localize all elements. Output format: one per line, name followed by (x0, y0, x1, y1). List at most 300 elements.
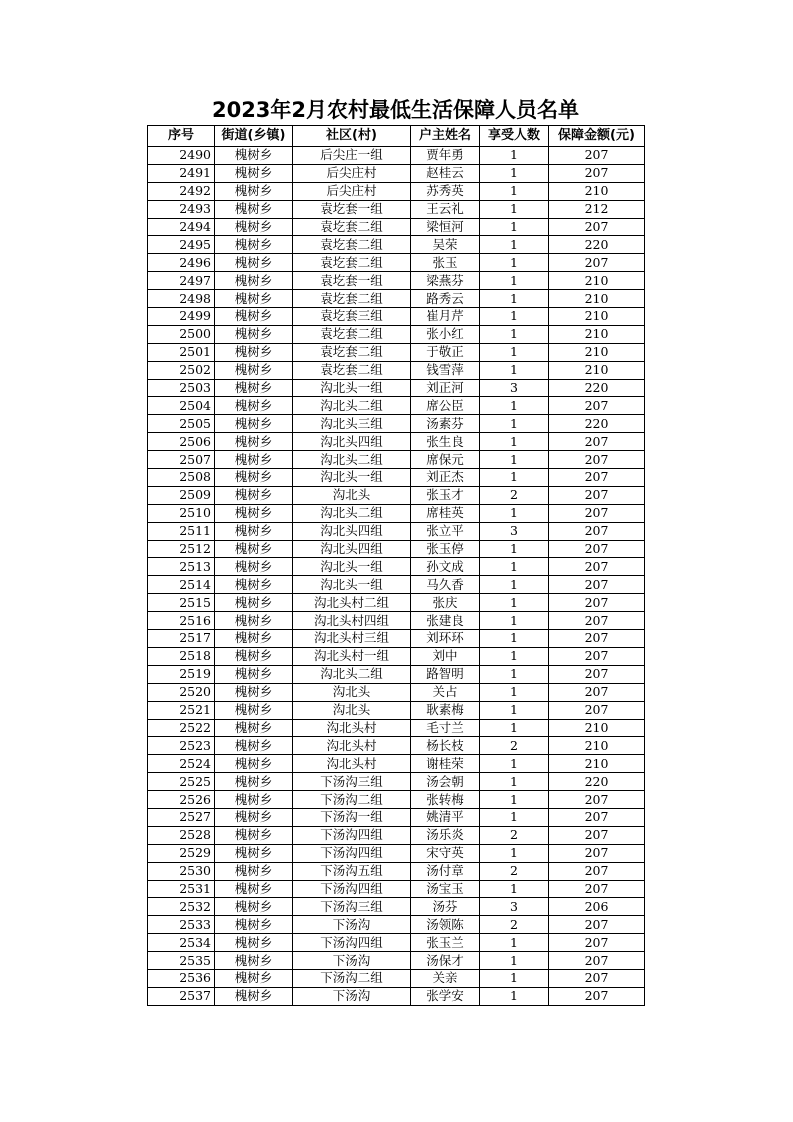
cell-serial: 2509 (148, 486, 215, 504)
cell-amount: 210 (549, 737, 645, 755)
cell-community: 沟北头村三组 (293, 630, 411, 648)
cell-community: 后尖庄村 (293, 164, 411, 182)
cell-householder: 席保元 (411, 451, 480, 469)
cell-community: 沟北头三组 (293, 415, 411, 433)
cell-amount: 207 (549, 451, 645, 469)
table-row (148, 361, 645, 379)
cell-persons: 1 (480, 415, 549, 433)
cell-persons: 1 (480, 647, 549, 665)
cell-community: 沟北头村四组 (293, 612, 411, 630)
cell-community: 沟北头 (293, 486, 411, 504)
table-row (148, 164, 645, 182)
cell-street: 槐树乡 (215, 540, 293, 558)
cell-amount: 207 (549, 934, 645, 952)
cell-serial: 2521 (148, 701, 215, 719)
cell-community: 后尖庄村 (293, 182, 411, 200)
table-row (148, 612, 645, 630)
cell-community: 袁圪套一组 (293, 272, 411, 290)
cell-amount: 207 (549, 504, 645, 522)
cell-persons: 1 (480, 343, 549, 361)
cell-community: 沟北头村二组 (293, 594, 411, 612)
cell-serial: 2518 (148, 647, 215, 665)
cell-street: 槐树乡 (215, 773, 293, 791)
cell-serial: 2503 (148, 379, 215, 397)
cell-householder: 张生良 (411, 433, 480, 451)
cell-serial: 2535 (148, 952, 215, 970)
cell-persons: 3 (480, 522, 549, 540)
cell-persons: 1 (480, 182, 549, 200)
cell-householder: 汤素芬 (411, 415, 480, 433)
cell-householder: 张学安 (411, 987, 480, 1005)
table-row (148, 916, 645, 934)
cell-street: 槐树乡 (215, 486, 293, 504)
cell-serial: 2496 (148, 254, 215, 272)
cell-householder: 苏秀英 (411, 182, 480, 200)
cell-community: 下汤沟四组 (293, 880, 411, 898)
cell-serial: 2512 (148, 540, 215, 558)
cell-serial: 2515 (148, 594, 215, 612)
cell-community: 沟北头村 (293, 719, 411, 737)
cell-community: 沟北头村 (293, 755, 411, 773)
cell-street: 槐树乡 (215, 433, 293, 451)
cell-street: 槐树乡 (215, 308, 293, 326)
cell-amount: 207 (549, 916, 645, 934)
cell-serial: 2520 (148, 683, 215, 701)
cell-street: 槐树乡 (215, 880, 293, 898)
cell-householder: 席桂英 (411, 504, 480, 522)
cell-community: 沟北头四组 (293, 522, 411, 540)
cell-community: 袁圪套二组 (293, 218, 411, 236)
cell-community: 沟北头村 (293, 737, 411, 755)
cell-householder: 路智明 (411, 665, 480, 683)
cell-householder: 刘正杰 (411, 469, 480, 487)
cell-street: 槐树乡 (215, 630, 293, 648)
cell-persons: 1 (480, 147, 549, 165)
cell-street: 槐树乡 (215, 415, 293, 433)
cell-serial: 2507 (148, 451, 215, 469)
table-row (148, 504, 645, 522)
header-amount: 保障金额(元) (549, 126, 645, 147)
cell-street: 槐树乡 (215, 719, 293, 737)
cell-amount: 210 (549, 325, 645, 343)
cell-householder: 汤付章 (411, 862, 480, 880)
cell-street: 槐树乡 (215, 916, 293, 934)
table-row (148, 898, 645, 916)
cell-street: 槐树乡 (215, 826, 293, 844)
cell-street: 槐树乡 (215, 451, 293, 469)
cell-street: 槐树乡 (215, 987, 293, 1005)
cell-persons: 3 (480, 379, 549, 397)
cell-community: 沟北头 (293, 683, 411, 701)
cell-householder: 张转梅 (411, 791, 480, 809)
cell-community: 沟北头二组 (293, 397, 411, 415)
cell-street: 槐树乡 (215, 737, 293, 755)
cell-community: 下汤沟 (293, 952, 411, 970)
cell-persons: 1 (480, 808, 549, 826)
cell-amount: 210 (549, 182, 645, 200)
cell-street: 槐树乡 (215, 791, 293, 809)
cell-serial: 2506 (148, 433, 215, 451)
table-row (148, 665, 645, 683)
cell-amount: 210 (549, 343, 645, 361)
header-persons: 享受人数 (480, 126, 549, 147)
cell-serial: 2531 (148, 880, 215, 898)
cell-community: 沟北头四组 (293, 540, 411, 558)
cell-amount: 220 (549, 379, 645, 397)
cell-serial: 2505 (148, 415, 215, 433)
table-row (148, 451, 645, 469)
cell-street: 槐树乡 (215, 182, 293, 200)
cell-householder: 汤宝玉 (411, 880, 480, 898)
cell-street: 槐树乡 (215, 361, 293, 379)
cell-persons: 1 (480, 325, 549, 343)
cell-amount: 212 (549, 200, 645, 218)
cell-householder: 张建良 (411, 612, 480, 630)
cell-community: 沟北头一组 (293, 379, 411, 397)
cell-persons: 1 (480, 218, 549, 236)
cell-serial: 2526 (148, 791, 215, 809)
cell-persons: 1 (480, 540, 549, 558)
cell-community: 沟北头二组 (293, 665, 411, 683)
cell-amount: 207 (549, 433, 645, 451)
cell-persons: 1 (480, 952, 549, 970)
cell-serial: 2493 (148, 200, 215, 218)
cell-serial: 2495 (148, 236, 215, 254)
table-row (148, 791, 645, 809)
cell-householder: 汤会朝 (411, 773, 480, 791)
cell-amount: 207 (549, 576, 645, 594)
cell-persons: 3 (480, 898, 549, 916)
cell-persons: 1 (480, 504, 549, 522)
cell-serial: 2514 (148, 576, 215, 594)
cell-serial: 2533 (148, 916, 215, 934)
cell-community: 下汤沟 (293, 916, 411, 934)
table-row (148, 737, 645, 755)
cell-persons: 1 (480, 987, 549, 1005)
cell-householder: 毛寸兰 (411, 719, 480, 737)
page-title: 2023年2月农村最低生活保障人员名单 (211, 98, 580, 122)
cell-community: 袁圪套二组 (293, 343, 411, 361)
cell-community: 下汤沟四组 (293, 934, 411, 952)
cell-street: 槐树乡 (215, 254, 293, 272)
header-serial: 序号 (148, 126, 215, 147)
cell-persons: 1 (480, 236, 549, 254)
cell-serial: 2532 (148, 898, 215, 916)
cell-amount: 207 (549, 540, 645, 558)
cell-amount: 210 (549, 719, 645, 737)
cell-householder: 姚清平 (411, 808, 480, 826)
cell-amount: 210 (549, 290, 645, 308)
cell-street: 槐树乡 (215, 147, 293, 165)
table-row (148, 647, 645, 665)
cell-serial: 2499 (148, 308, 215, 326)
cell-amount: 207 (549, 969, 645, 987)
cell-street: 槐树乡 (215, 683, 293, 701)
cell-community: 沟北头二组 (293, 504, 411, 522)
cell-serial: 2492 (148, 182, 215, 200)
cell-serial: 2490 (148, 147, 215, 165)
cell-amount: 207 (549, 647, 645, 665)
cell-persons: 1 (480, 290, 549, 308)
cell-householder: 谢桂荣 (411, 755, 480, 773)
cell-persons: 1 (480, 594, 549, 612)
cell-amount: 220 (549, 773, 645, 791)
cell-street: 槐树乡 (215, 325, 293, 343)
cell-amount: 207 (549, 862, 645, 880)
cell-householder: 刘正河 (411, 379, 480, 397)
table-body (148, 147, 645, 1006)
cell-amount: 207 (549, 630, 645, 648)
cell-amount: 207 (549, 486, 645, 504)
table-row (148, 415, 645, 433)
cell-serial: 2494 (148, 218, 215, 236)
cell-serial: 2516 (148, 612, 215, 630)
cell-street: 槐树乡 (215, 862, 293, 880)
cell-community: 沟北头二组 (293, 451, 411, 469)
table-row (148, 147, 645, 165)
cell-householder: 刘中 (411, 647, 480, 665)
table-row (148, 773, 645, 791)
cell-persons: 1 (480, 254, 549, 272)
cell-community: 袁圪套三组 (293, 308, 411, 326)
cell-householder: 马久香 (411, 576, 480, 594)
cell-serial: 2536 (148, 969, 215, 987)
cell-amount: 210 (549, 361, 645, 379)
cell-community: 下汤沟二组 (293, 791, 411, 809)
cell-persons: 2 (480, 486, 549, 504)
cell-amount: 207 (549, 147, 645, 165)
cell-householder: 刘环环 (411, 630, 480, 648)
table-row (148, 182, 645, 200)
cell-street: 槐树乡 (215, 343, 293, 361)
cell-householder: 汤领陈 (411, 916, 480, 934)
cell-persons: 2 (480, 737, 549, 755)
cell-street: 槐树乡 (215, 808, 293, 826)
cell-serial: 2498 (148, 290, 215, 308)
table-row (148, 486, 645, 504)
cell-community: 袁圪套二组 (293, 254, 411, 272)
cell-householder: 张小红 (411, 325, 480, 343)
table-row (148, 630, 645, 648)
cell-serial: 2529 (148, 844, 215, 862)
cell-amount: 207 (549, 844, 645, 862)
cell-persons: 1 (480, 200, 549, 218)
cell-street: 槐树乡 (215, 647, 293, 665)
cell-community: 下汤沟三组 (293, 898, 411, 916)
cell-persons: 1 (480, 576, 549, 594)
cell-street: 槐树乡 (215, 504, 293, 522)
cell-serial: 2528 (148, 826, 215, 844)
cell-amount: 220 (549, 415, 645, 433)
table-row (148, 218, 645, 236)
cell-community: 下汤沟四组 (293, 826, 411, 844)
cell-serial: 2491 (148, 164, 215, 182)
cell-amount: 207 (549, 469, 645, 487)
cell-community: 沟北头一组 (293, 558, 411, 576)
cell-serial: 2524 (148, 755, 215, 773)
cell-community: 袁圪套二组 (293, 361, 411, 379)
cell-community: 沟北头 (293, 701, 411, 719)
cell-amount: 207 (549, 612, 645, 630)
cell-amount: 210 (549, 272, 645, 290)
table-row (148, 558, 645, 576)
cell-street: 槐树乡 (215, 164, 293, 182)
table-row (148, 594, 645, 612)
cell-persons: 1 (480, 844, 549, 862)
table-row (148, 987, 645, 1005)
table-row (148, 540, 645, 558)
cell-street: 槐树乡 (215, 290, 293, 308)
cell-householder: 梁恒河 (411, 218, 480, 236)
cell-amount: 207 (549, 952, 645, 970)
cell-serial: 2497 (148, 272, 215, 290)
cell-amount: 207 (549, 665, 645, 683)
cell-amount: 207 (549, 880, 645, 898)
table-row (148, 433, 645, 451)
cell-householder: 贾年勇 (411, 147, 480, 165)
cell-street: 槐树乡 (215, 612, 293, 630)
cell-persons: 1 (480, 397, 549, 415)
cell-persons: 2 (480, 916, 549, 934)
cell-street: 槐树乡 (215, 272, 293, 290)
cell-street: 槐树乡 (215, 934, 293, 952)
cell-serial: 2517 (148, 630, 215, 648)
cell-persons: 1 (480, 755, 549, 773)
cell-householder: 张玉兰 (411, 934, 480, 952)
cell-community: 袁圪套二组 (293, 325, 411, 343)
table-row (148, 862, 645, 880)
cell-amount: 207 (549, 164, 645, 182)
cell-street: 槐树乡 (215, 665, 293, 683)
cell-street: 槐树乡 (215, 522, 293, 540)
cell-street: 槐树乡 (215, 236, 293, 254)
table-row (148, 880, 645, 898)
cell-persons: 2 (480, 862, 549, 880)
cell-street: 槐树乡 (215, 397, 293, 415)
cell-amount: 206 (549, 898, 645, 916)
cell-householder: 赵桂云 (411, 164, 480, 182)
cell-householder: 汤芬 (411, 898, 480, 916)
table-row (148, 325, 645, 343)
cell-amount: 210 (549, 755, 645, 773)
cell-community: 沟北头一组 (293, 576, 411, 594)
cell-serial: 2508 (148, 469, 215, 487)
table-header-row (148, 126, 645, 147)
table-row (148, 469, 645, 487)
cell-householder: 张玉 (411, 254, 480, 272)
cell-street: 槐树乡 (215, 898, 293, 916)
cell-serial: 2502 (148, 361, 215, 379)
cell-community: 沟北头村一组 (293, 647, 411, 665)
table-row (148, 719, 645, 737)
cell-householder: 梁燕芬 (411, 272, 480, 290)
cell-persons: 2 (480, 826, 549, 844)
cell-community: 下汤沟五组 (293, 862, 411, 880)
cell-householder: 汤保才 (411, 952, 480, 970)
cell-householder: 张庆 (411, 594, 480, 612)
cell-amount: 207 (549, 558, 645, 576)
cell-amount: 207 (549, 254, 645, 272)
cell-persons: 1 (480, 361, 549, 379)
cell-householder: 张立平 (411, 522, 480, 540)
cell-community: 袁圪套二组 (293, 290, 411, 308)
cell-amount: 207 (549, 594, 645, 612)
cell-persons: 1 (480, 630, 549, 648)
cell-community: 沟北头一组 (293, 469, 411, 487)
cell-community: 下汤沟三组 (293, 773, 411, 791)
cell-community: 袁圪套一组 (293, 200, 411, 218)
cell-amount: 207 (549, 987, 645, 1005)
cell-persons: 1 (480, 558, 549, 576)
cell-community: 下汤沟四组 (293, 844, 411, 862)
cell-serial: 2510 (148, 504, 215, 522)
table-row (148, 952, 645, 970)
cell-amount: 207 (549, 218, 645, 236)
cell-street: 槐树乡 (215, 594, 293, 612)
table-row (148, 236, 645, 254)
cell-persons: 1 (480, 272, 549, 290)
table-row (148, 755, 645, 773)
cell-householder: 路秀云 (411, 290, 480, 308)
cell-persons: 1 (480, 701, 549, 719)
cell-amount: 207 (549, 791, 645, 809)
cell-persons: 1 (480, 612, 549, 630)
table-row (148, 808, 645, 826)
cell-persons: 1 (480, 665, 549, 683)
cell-persons: 1 (480, 773, 549, 791)
header-householder: 户主姓名 (411, 126, 480, 147)
cell-persons: 1 (480, 880, 549, 898)
cell-street: 槐树乡 (215, 200, 293, 218)
cell-serial: 2501 (148, 343, 215, 361)
table-row (148, 522, 645, 540)
cell-street: 槐树乡 (215, 218, 293, 236)
cell-householder: 关亲 (411, 969, 480, 987)
cell-serial: 2519 (148, 665, 215, 683)
cell-householder: 王云礼 (411, 200, 480, 218)
cell-householder: 关占 (411, 683, 480, 701)
cell-amount: 210 (549, 308, 645, 326)
table-row (148, 576, 645, 594)
cell-amount: 207 (549, 522, 645, 540)
cell-street: 槐树乡 (215, 701, 293, 719)
cell-householder: 孙文成 (411, 558, 480, 576)
cell-serial: 2504 (148, 397, 215, 415)
cell-householder: 汤乐炎 (411, 826, 480, 844)
table-row (148, 200, 645, 218)
cell-persons: 1 (480, 683, 549, 701)
table-row (148, 969, 645, 987)
cell-amount: 207 (549, 808, 645, 826)
cell-street: 槐树乡 (215, 558, 293, 576)
cell-householder: 钱雪萍 (411, 361, 480, 379)
cell-serial: 2500 (148, 325, 215, 343)
cell-community: 下汤沟二组 (293, 969, 411, 987)
cell-serial: 2523 (148, 737, 215, 755)
cell-street: 槐树乡 (215, 952, 293, 970)
cell-street: 槐树乡 (215, 844, 293, 862)
cell-street: 槐树乡 (215, 576, 293, 594)
cell-street: 槐树乡 (215, 379, 293, 397)
cell-street: 槐树乡 (215, 755, 293, 773)
table-row (148, 683, 645, 701)
cell-community: 袁圪套二组 (293, 236, 411, 254)
table-row (148, 701, 645, 719)
table-row (148, 844, 645, 862)
cell-householder: 席公臣 (411, 397, 480, 415)
cell-householder: 吴荣 (411, 236, 480, 254)
cell-amount: 220 (549, 236, 645, 254)
